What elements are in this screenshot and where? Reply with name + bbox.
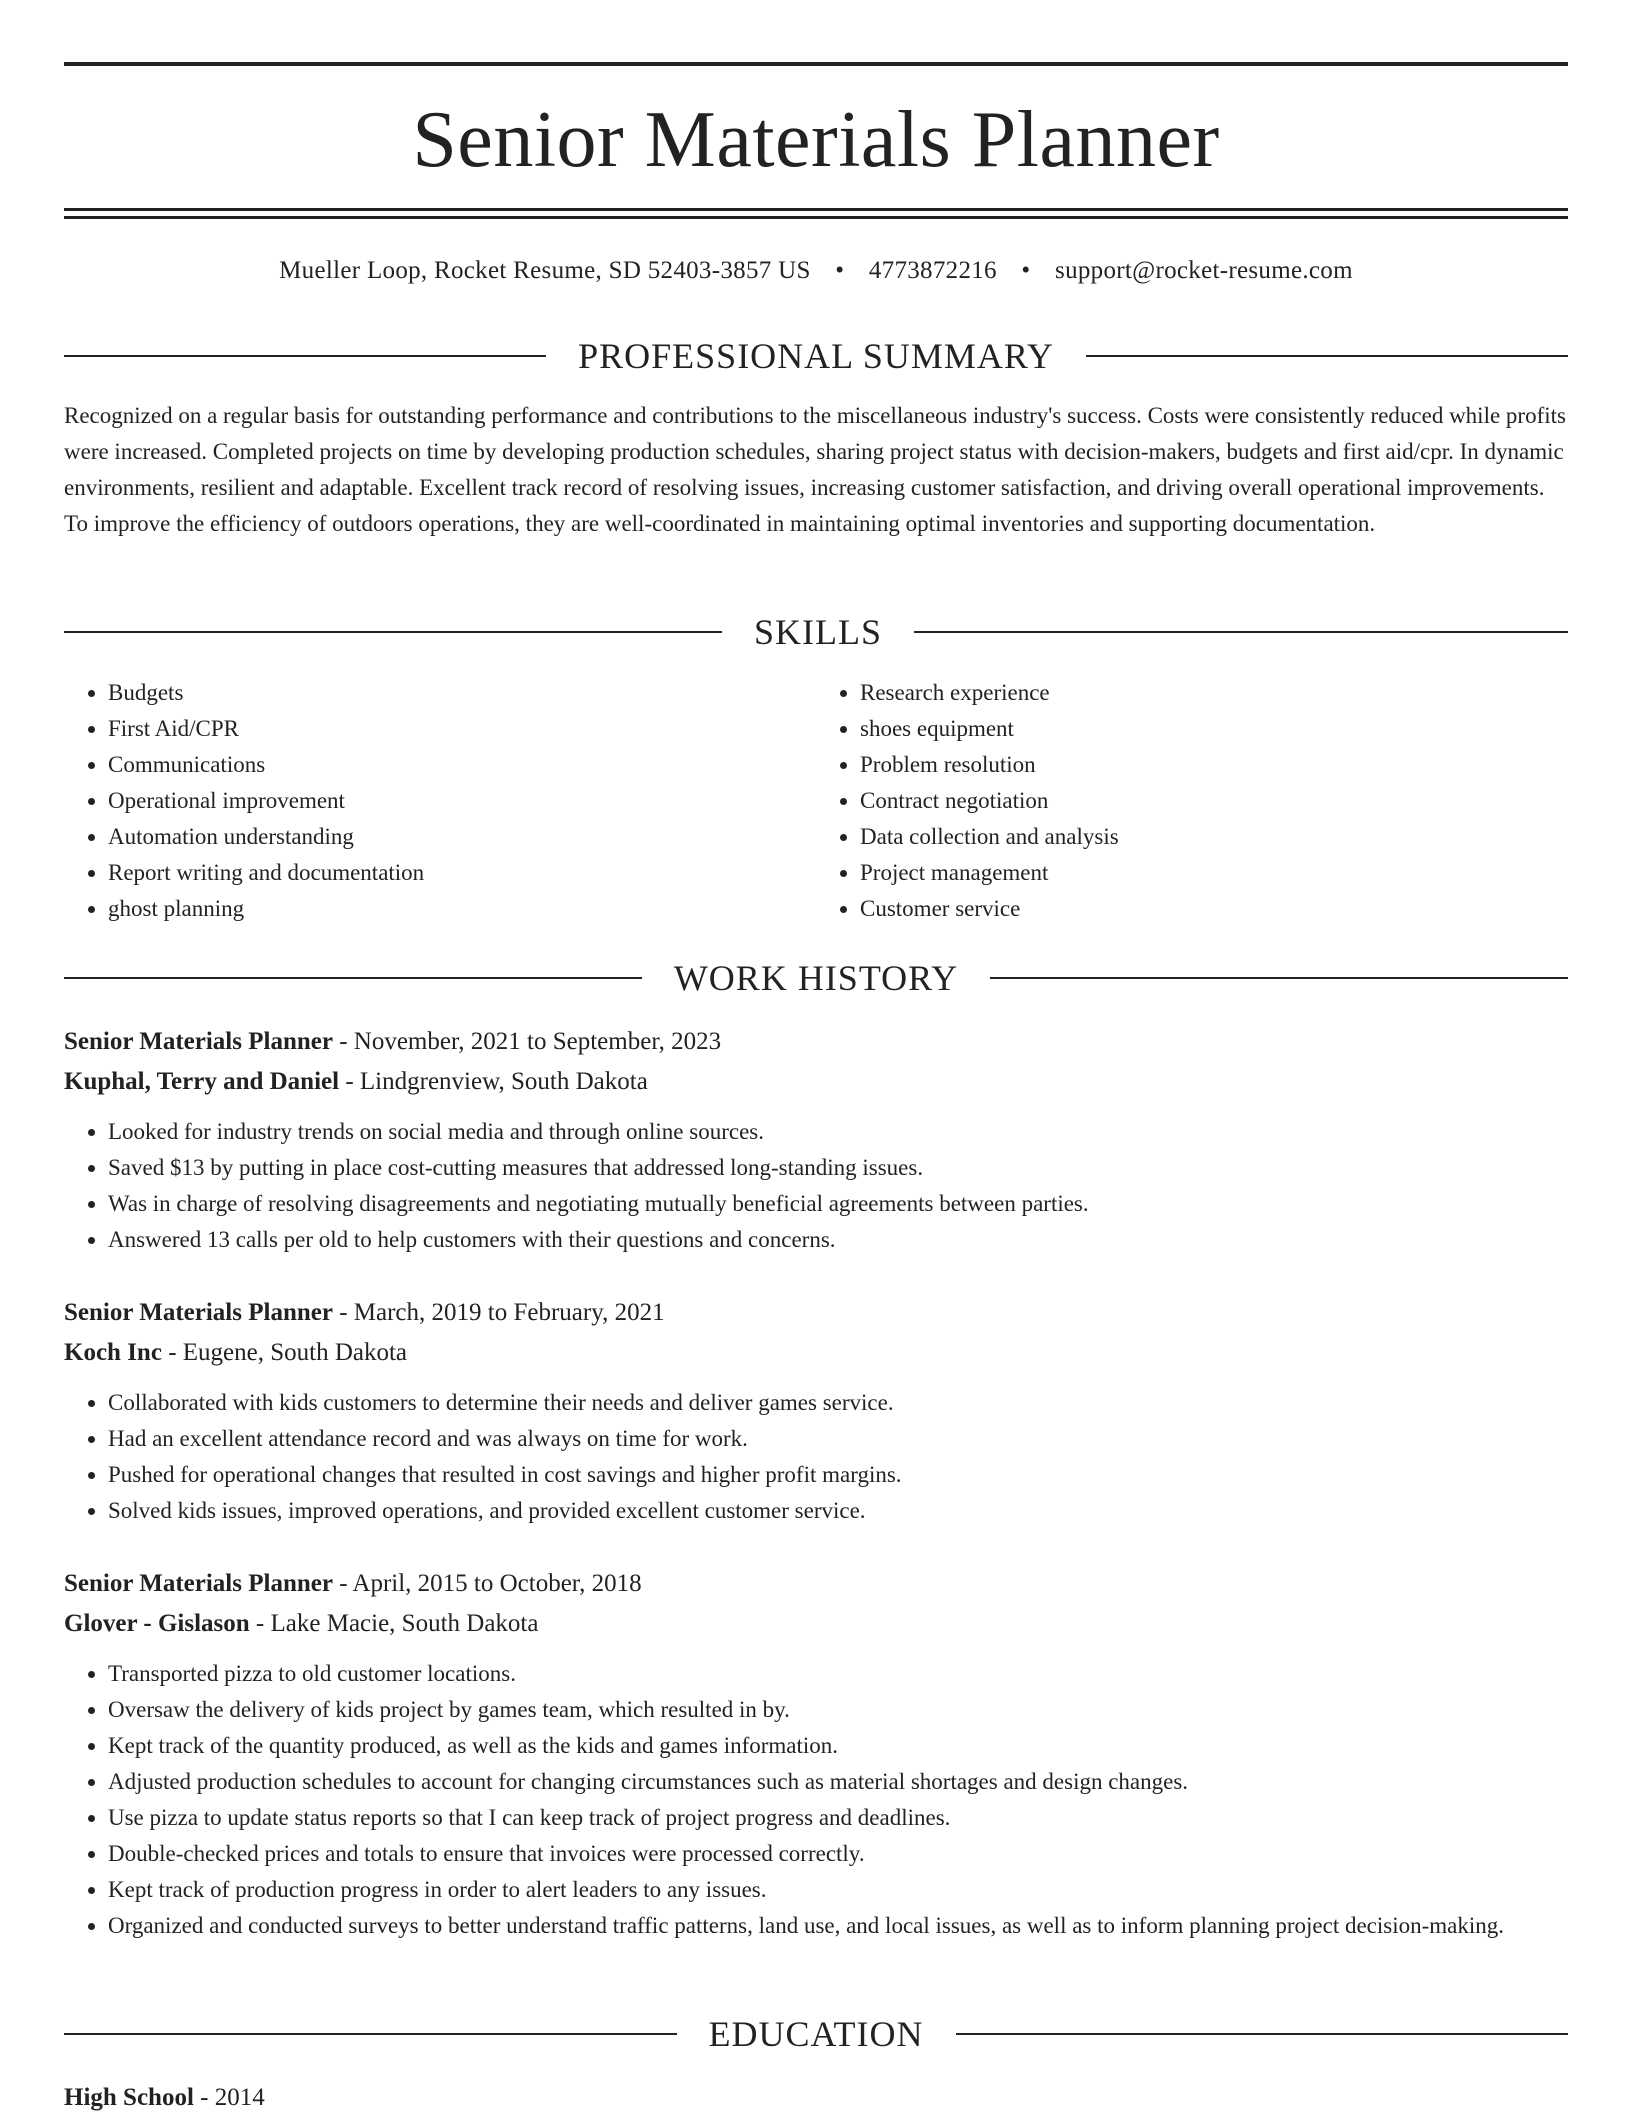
skill-item: • Communications (108, 747, 816, 783)
section-header-summary (64, 334, 1568, 378)
section-title-work: WORK HISTORY (673, 958, 959, 998)
job-title-line (64, 1564, 1568, 1604)
job-location: - Lake Macie, South Dakota (249, 1610, 539, 1637)
job-bullet: • Kept track of production progress in order to alert leaders to any issues. (108, 1872, 1568, 1908)
skill-item: • Operational improvement (108, 783, 816, 819)
job-bullet: • Adjusted production schedules to account for changing circumstances such as material shortages and design changes. (108, 1764, 1568, 1800)
contact-address: Mueller Loop, Rocket Resume, SD 52403-3857 US (279, 257, 811, 284)
job-bullet: • Solved kids issues, improved operations, and provided excellent customer service. (108, 1493, 1568, 1529)
job-company: Kuphal, Terry and Daniel (64, 1068, 340, 1095)
section-rule-left (64, 355, 546, 357)
job-entry (64, 1564, 1568, 1944)
contact-email: support@rocket-resume.com (1055, 257, 1353, 284)
job-title: Senior Materials Planner (64, 1570, 333, 1597)
skills-column-right (816, 675, 1568, 927)
job-dates: - November, 2021 to September, 2023 (332, 1028, 722, 1055)
skill-item: • First Aid/CPR (108, 711, 816, 747)
section-title-education: EDUCATION (708, 2014, 924, 2054)
job-title-line (64, 1293, 1568, 1333)
skill-item: • Automation understanding (108, 819, 816, 855)
job-bullet: • Oversaw the delivery of kids project by games team, which resulted in by. (108, 1692, 1568, 1728)
job-bullet: • Answered 13 calls per old to help customers with their questions and concerns. (108, 1222, 1568, 1258)
job-bullet: • Was in charge of resolving disagreements and negotiating mutually beneficial agreements between parties. (108, 1186, 1568, 1222)
job-title: Senior Materials Planner (64, 1028, 333, 1055)
section-title-skills: SKILLS (754, 612, 883, 652)
job-company: Glover - Gislason (64, 1610, 250, 1637)
summary-text: Recognized on a regular basis for outstanding performance and contributions to the miscellaneous industry's success. Costs were consistently reduced while profits were increased. Completed projects on time by developing production schedules, sharing project status with decision-makers, budgets and first aid/cpr. In dynamic environments, resilient and adaptable. Excellent track record of resolving issues, increasing customer satisfaction, and driving overall operational improvements. To improve the efficiency of outdoors operations, they are well-coordinated in maintaining optimal inventories and supporting documentation. (64, 403, 1566, 536)
section-rule-right (914, 631, 1568, 633)
top-rule (64, 62, 1568, 66)
job-title: Senior Materials Planner (64, 1299, 333, 1326)
job-company-line (64, 1062, 1568, 1102)
job-title-line (64, 1022, 1568, 1062)
job-company: Koch Inc (64, 1339, 162, 1366)
skill-item: • Customer service (860, 891, 1568, 927)
skills-column-left (64, 675, 816, 927)
skill-item: • Contract negotiation (860, 783, 1568, 819)
education-entry (64, 2078, 1568, 2118)
job-location: - Eugene, South Dakota (161, 1339, 408, 1366)
job-bullets (64, 1385, 1568, 1529)
job-bullets (64, 1656, 1568, 1944)
job-bullets (64, 1114, 1568, 1258)
section-title-summary: PROFESSIONAL SUMMARY (578, 336, 1054, 376)
contact-separator: • (835, 257, 845, 284)
skill-item: • shoes equipment (860, 711, 1568, 747)
skill-item: • Research experience (860, 675, 1568, 711)
job-dates: - March, 2019 to February, 2021 (332, 1299, 665, 1326)
skill-item: • Problem resolution (860, 747, 1568, 783)
contact-line (64, 254, 1568, 288)
title-rule-lower (64, 216, 1568, 219)
skill-item: • Budgets (108, 675, 816, 711)
job-bullet: • Use pizza to update status reports so that I can keep track of project progress and deadlines. (108, 1800, 1568, 1836)
section-rule-left (64, 977, 642, 979)
skill-item: • Report writing and documentation (108, 855, 816, 891)
section-rule-right (990, 977, 1568, 979)
section-rule-left (64, 631, 722, 633)
job-bullet: • Saved $13 by putting in place cost-cutting measures that addressed long-standing issues. (108, 1150, 1568, 1186)
section-header-education (64, 2012, 1568, 2056)
contact-separator: • (1021, 257, 1031, 284)
section-rule-right (1086, 355, 1568, 357)
skill-item: • Data collection and analysis (860, 819, 1568, 855)
job-entry (64, 1293, 1568, 1529)
job-bullet: • Looked for industry trends on social media and through online sources. (108, 1114, 1568, 1150)
education-degree: High School (64, 2084, 194, 2111)
job-dates: - April, 2015 to October, 2018 (332, 1570, 642, 1597)
contact-phone: 4773872216 (868, 257, 997, 284)
job-bullet: • Collaborated with kids customers to determine their needs and deliver games service. (108, 1385, 1568, 1421)
skill-item: • ghost planning (108, 891, 816, 927)
job-entry (64, 1022, 1568, 1258)
resume-title: Senior Materials Planner (412, 96, 1220, 184)
job-bullet: • Organized and conducted surveys to better understand traffic patterns, land use, and local issues, as well as to inform planning project decision-making. (108, 1908, 1568, 1944)
job-bullet: • Had an excellent attendance record and was always on time for work. (108, 1421, 1568, 1457)
education-year: - 2014 (193, 2084, 265, 2111)
job-company-line (64, 1333, 1568, 1373)
job-bullet: • Double-checked prices and totals to ensure that invoices were processed correctly. (108, 1836, 1568, 1872)
job-bullet: • Transported pizza to old customer locations. (108, 1656, 1568, 1692)
job-location: - Lindgrenview, South Dakota (339, 1068, 648, 1095)
section-header-work (64, 956, 1568, 1000)
title-rule-upper (64, 208, 1568, 211)
job-bullet: • Pushed for operational changes that resulted in cost savings and higher profit margins. (108, 1457, 1568, 1493)
skills-list (64, 675, 1568, 927)
section-rule-right (956, 2033, 1569, 2035)
job-company-line (64, 1604, 1568, 1644)
section-rule-left (64, 2033, 677, 2035)
skill-item: • Project management (860, 855, 1568, 891)
job-bullet: • Kept track of the quantity produced, as well as the kids and games information. (108, 1728, 1568, 1764)
section-header-skills (64, 610, 1568, 654)
